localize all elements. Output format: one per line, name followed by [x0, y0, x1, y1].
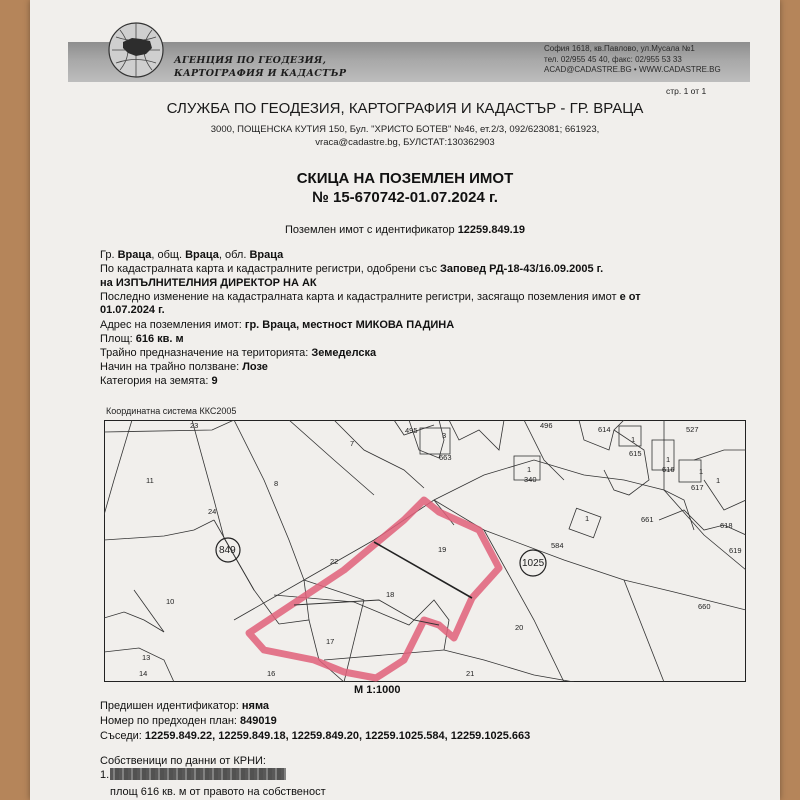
- label-18: 18: [386, 590, 395, 599]
- address-value: гр. Враца, местност МИКОВА ПАДИНА: [244, 319, 455, 331]
- area-label: Площ:: [100, 333, 136, 345]
- agency-line-1: АГЕНЦИЯ ПО ГЕОДЕЗИЯ,: [174, 55, 327, 66]
- category-line: [100, 375, 218, 389]
- category-value: 9: [211, 375, 218, 387]
- last-change-line: [100, 291, 641, 305]
- label-340: 340: [524, 475, 537, 484]
- agency-logo: [106, 20, 166, 80]
- service-title: СЛУЖБА ПО ГЕОДЕЗИЯ, КАРТОГРАФИЯ И КАДАСТЪР - ГР. ВРАЦА: [166, 100, 644, 117]
- label-619: 619: [729, 546, 742, 555]
- label-24: 24: [208, 507, 217, 516]
- location-prefix: Гр.: [100, 249, 118, 261]
- neighbors-line: [100, 730, 530, 742]
- label-615: 615: [629, 449, 642, 458]
- location-mun-label: , общ.: [151, 249, 186, 261]
- area-value: 616 кв. м: [135, 333, 184, 345]
- label-23: 23: [190, 421, 199, 430]
- label-663: 663: [439, 453, 452, 462]
- sketch-title: СКИЦА НА ПОЗЕМЛЕН ИМОТ: [296, 170, 514, 187]
- label-849: 849: [219, 545, 236, 556]
- label-1025: 1025: [522, 558, 545, 569]
- previous-identifier-label: Предишен идентификатор:: [100, 700, 242, 712]
- approval-authority-text: на ИЗПЪЛНИТЕЛНИЯ ДИРЕКТОР НА АК: [100, 277, 317, 289]
- last-change-date-value: 01.07.2024 г.: [100, 304, 165, 316]
- label-584: 584: [551, 541, 564, 550]
- location-reg-label: , обл.: [218, 249, 250, 261]
- purpose-label: Трайно предназначение на територията:: [100, 347, 312, 359]
- address-line: [100, 319, 454, 333]
- label-14: 14: [139, 669, 148, 678]
- coordinate-system: Координатна система ККС2005: [106, 406, 237, 416]
- page-number: стр. 1 от 1: [666, 86, 707, 96]
- owner-share: площ 616 кв. м от правото на собственост: [110, 786, 326, 798]
- label-20: 20: [515, 623, 524, 632]
- service-address-line-1: 3000, ПОЩЕНСКА КУТИЯ 150, Бул. "ХРИСТО БОТЕВ" №46, ет.2/3, 092/623081; 661923,: [210, 124, 600, 135]
- location-line: [100, 249, 283, 263]
- label-17: 17: [326, 637, 335, 646]
- document-page: [30, 0, 780, 800]
- sketch-number: № 15-670742-01.07.2024 г.: [312, 189, 498, 206]
- label-618: 618: [720, 521, 733, 530]
- label-495: 495: [405, 426, 418, 435]
- agency-address: [544, 44, 721, 76]
- approval-authority: [100, 277, 317, 291]
- usage-line: [100, 361, 268, 375]
- label-16: 16: [267, 669, 276, 678]
- label-614: 614: [598, 425, 611, 434]
- neighbors-label: Съседи:: [100, 730, 145, 742]
- purpose-line: [100, 347, 376, 361]
- last-change-text: Последно изменение на кадастралната карта и кадастралните регистри, засягащо поземления имот: [100, 291, 620, 303]
- usage-value: Лозе: [242, 361, 268, 373]
- service-address-line-2: vraca@cadastre.bg, БУЛСТАТ:130362903: [315, 137, 495, 148]
- owners-heading: Собственици по данни от КРНИ:: [100, 755, 266, 767]
- address-line-1: София 1618, кв.Павлово, ул.Мусала №1: [544, 44, 695, 53]
- label-1-e: 1: [716, 476, 721, 485]
- property-identifier: [30, 224, 780, 236]
- category-label: Категория на земята:: [100, 375, 212, 387]
- last-change-suffix: е от: [619, 291, 641, 303]
- label-10: 10: [166, 597, 175, 606]
- address-label: Адрес на поземления имот:: [100, 319, 245, 331]
- identifier-label: Поземлен имот с идентификатор: [285, 224, 455, 236]
- owner-index: 1.: [100, 769, 110, 781]
- address-line-3: ACAD@CADASTRE.BG • WWW.CADASTRE.BG: [544, 65, 721, 74]
- approval-text: По кадастралната карта и кадастралните регистри, одобрени със: [100, 263, 441, 275]
- label-13: 13: [142, 653, 151, 662]
- address-line-2: тел. 02/955 45 40, факс: 02/955 53 33: [544, 54, 682, 64]
- label-496: 496: [540, 421, 553, 430]
- area-line: [100, 333, 184, 347]
- last-change-date: [100, 304, 165, 318]
- label-7: 7: [350, 439, 355, 448]
- cadastral-map: [104, 420, 746, 682]
- approval-line: [100, 263, 603, 277]
- label-527: 527: [686, 425, 699, 434]
- approval-order: Заповед РД-18-43/16.09.2005 г.: [440, 263, 604, 275]
- location-region: Враца: [249, 249, 284, 261]
- label-8: 8: [274, 479, 279, 488]
- agency-line-2: КАРТОГРАФИЯ И КАДАСТЪР: [174, 68, 347, 79]
- label-1-d: 1: [527, 465, 532, 474]
- label-661: 661: [641, 515, 654, 524]
- usage-label: Начин на трайно ползване:: [100, 361, 243, 373]
- label-1-a: 1: [631, 435, 636, 444]
- label-19: 19: [438, 545, 447, 554]
- previous-plan-value: 849019: [240, 715, 277, 727]
- agency-name: [174, 54, 346, 80]
- label-22: 22: [330, 557, 339, 566]
- identifier-value: 12259.849.19: [457, 224, 525, 236]
- label-617: 617: [691, 483, 704, 492]
- previous-plan-label: Номер по предходен план:: [100, 715, 241, 727]
- label-1-c: 1: [699, 467, 704, 476]
- purpose-value: Земеделска: [311, 347, 377, 359]
- label-660: 660: [698, 602, 711, 611]
- label-11: 11: [146, 476, 154, 485]
- location-municipality: Враца: [185, 249, 219, 261]
- location-town: Враца: [117, 249, 152, 261]
- map-scale: M 1:1000: [354, 684, 401, 696]
- label-1-f: 1: [585, 514, 590, 523]
- neighbors-value: 12259.849.22, 12259.849.18, 12259.849.20, 12259.1025.584, 12259.1025.663: [144, 730, 531, 742]
- label-1-b: 1: [666, 455, 671, 464]
- label-3: 3: [442, 431, 447, 440]
- previous-identifier-line: [100, 700, 269, 712]
- label-616: 616: [662, 465, 675, 474]
- redacted-owner-name: [110, 768, 286, 780]
- previous-plan-line: [100, 715, 277, 727]
- previous-identifier-value: няма: [241, 700, 270, 712]
- label-21: 21: [466, 669, 475, 678]
